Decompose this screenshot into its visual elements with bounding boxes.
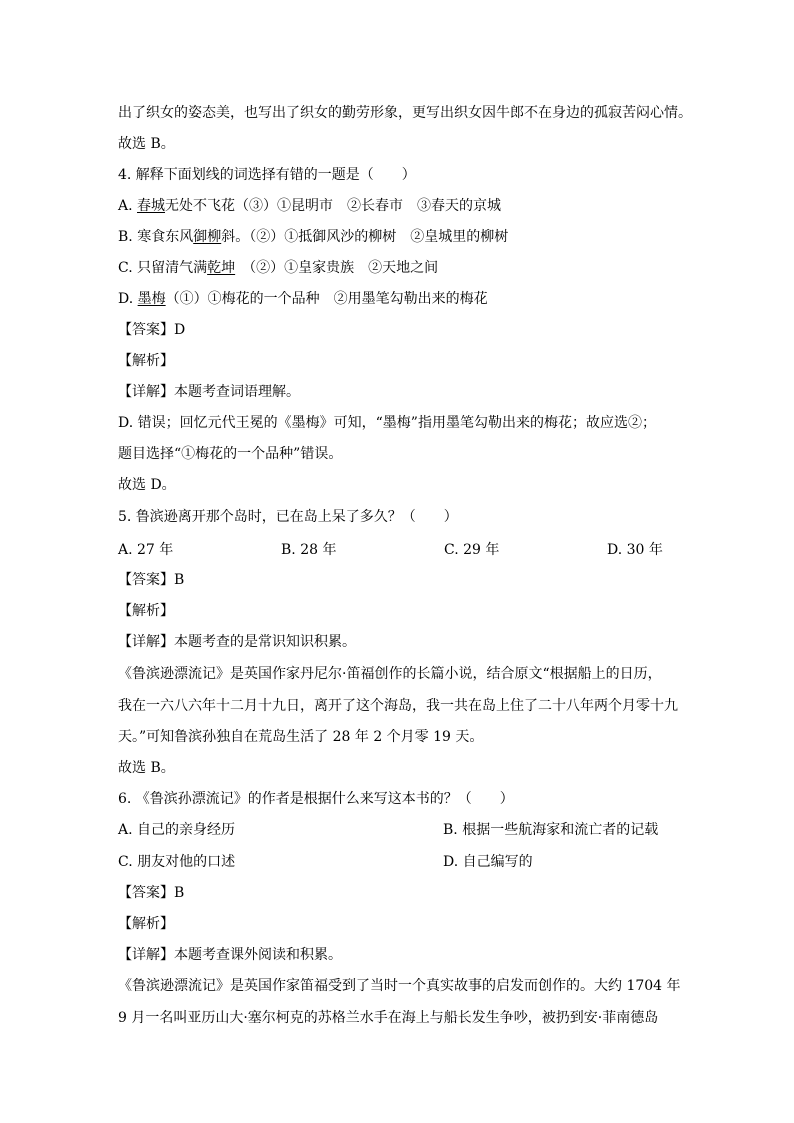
option-label: D. <box>118 291 138 307</box>
question-5: 5. 鲁滨逊离开那个岛时，已在岛上呆了多久？（ ） <box>118 509 458 525</box>
answer-label: 【答案】B <box>118 572 185 588</box>
text-line: 故选 B。 <box>118 136 175 152</box>
underlined-word: 御柳 <box>193 229 222 245</box>
option-4c <box>118 258 438 278</box>
options-row-6b <box>118 852 678 872</box>
option-text: （②）①皇家贵族 ②天地之间 <box>235 260 439 276</box>
option-4a <box>118 196 501 216</box>
explanation-line: D. 错误；回忆元代王冕的《墨梅》可知，“墨梅”指用墨笔勾勒出来的梅花；故应选②； <box>118 415 656 431</box>
explanation-line: 我在一六八六年十二月十九日，离开了这个海岛，我一共在岛上住了二十八年两个月零十九 <box>118 698 678 714</box>
selection-line: 故选 D。 <box>118 477 176 493</box>
text-line: 出了织女的姿态美，也写出了织女的勤劳形象，更写出织女因牛郎不在身边的孤寂苦闷心情。 <box>118 105 692 121</box>
option-label: B. 寒食东风 <box>118 229 194 245</box>
analysis-label: 【解析】 <box>118 603 174 619</box>
answer-label: 【答案】D <box>118 322 186 338</box>
answer-label: 【答案】B <box>118 885 185 901</box>
detail-label: 【详解】本题考查课外阅读和积累。 <box>118 947 342 963</box>
option-text: 无处不飞花（③）①昆明市 ②长春市 ③春天的京城 <box>165 198 502 214</box>
option-5a: A. 27 年 <box>118 542 174 558</box>
explanation-line: 天。”可知鲁滨孙独自在荒岛生活了 28 年 2 个月零 19 天。 <box>118 729 484 745</box>
option-label: C. 只留清气满 <box>118 260 208 276</box>
option-label: A. <box>118 198 138 214</box>
option-4d <box>118 289 488 309</box>
option-5d: D. 30 年 <box>607 542 663 558</box>
underlined-word: 墨梅 <box>137 291 166 307</box>
option-6d: D. 自己编写的 <box>443 854 533 870</box>
underlined-word: 乾坤 <box>207 260 236 276</box>
explanation-line: 题目选择“①梅花的一个品种”错误。 <box>118 446 343 462</box>
detail-label: 【详解】本题考查的是常识知识积累。 <box>118 634 356 650</box>
analysis-label: 【解析】 <box>118 353 174 369</box>
selection-line: 故选 B。 <box>118 760 175 776</box>
option-6a: A. 自己的亲身经历 <box>118 822 236 838</box>
option-text: 斜。（②）①抵御风沙的柳树 ②皇城里的柳树 <box>221 229 509 245</box>
option-5b: B. 28 年 <box>281 542 337 558</box>
options-row-5 <box>118 540 678 560</box>
analysis-label: 【解析】 <box>118 916 174 932</box>
question-4: 4. 解释下面划线的词选择有错的一题是（ ） <box>118 167 416 183</box>
option-4b <box>118 227 508 247</box>
underlined-word: 春城 <box>137 198 166 214</box>
explanation-line: 《鲁滨逊漂流记》是英国作家丹尼尔·笛福创作的长篇小说，结合原文“根据船上的日历， <box>118 666 662 682</box>
explanation-line: 9 月一名叫亚历山大·塞尔柯克的苏格兰水手在海上与船长发生争吵，被扔到安·菲南德岛 <box>118 1010 659 1026</box>
explanation-line: 《鲁滨逊漂流记》是英国作家笛福受到了当时一个真实故事的启发而创作的。大约 1704 年 <box>118 978 681 994</box>
question-6: 6. 《鲁滨孙漂流记》的作者是根据什么来写这本书的？（ ） <box>118 791 514 807</box>
detail-label: 【详解】本题考查词语理解。 <box>118 384 300 400</box>
option-text: （①）①梅花的一个品种 ②用墨笔勾勒出来的梅花 <box>165 291 488 307</box>
option-6c: C. 朋友对他的口述 <box>118 854 236 870</box>
option-5c: C. 29 年 <box>444 542 500 558</box>
options-row-6a <box>118 820 678 840</box>
option-6b: B. 根据一些航海家和流亡者的记载 <box>443 822 659 838</box>
